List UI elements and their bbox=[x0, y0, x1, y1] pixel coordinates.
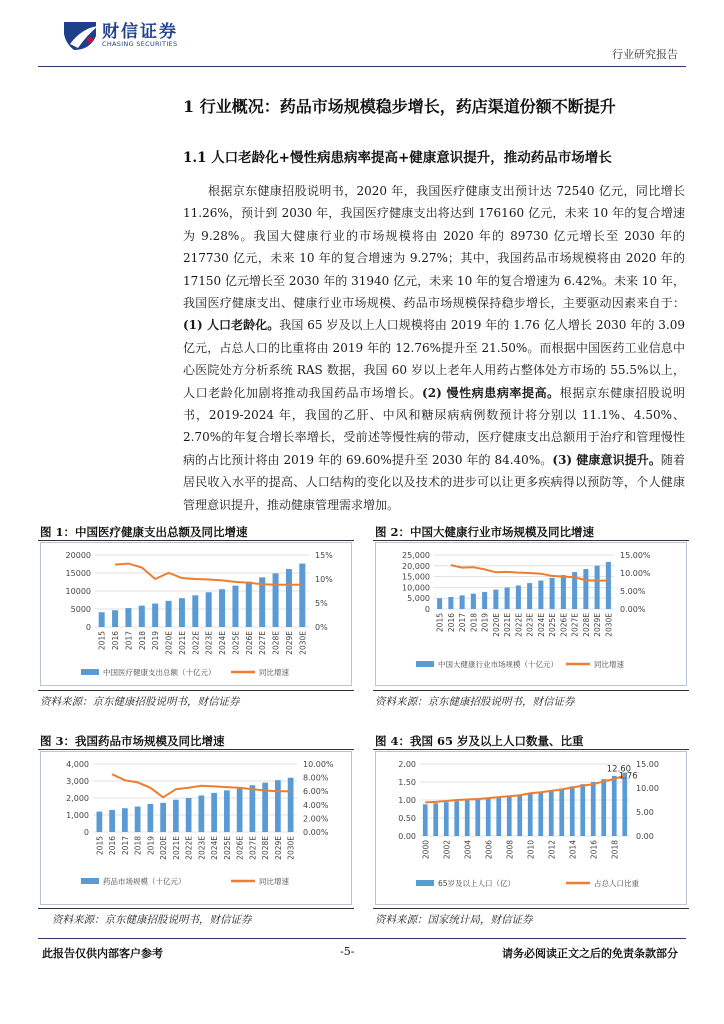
y-left-tick-label: 20,000 bbox=[402, 561, 430, 571]
x-tick-label: 2029E bbox=[593, 613, 603, 637]
y-left-tick-label: 10,000 bbox=[402, 583, 430, 593]
x-tick-label: 2027E bbox=[258, 631, 268, 655]
bar bbox=[437, 598, 442, 609]
bar bbox=[448, 597, 453, 609]
driver-awareness: (3) 健康意识提升。 bbox=[552, 452, 661, 467]
y-right-tick-label: 2.00% bbox=[303, 814, 329, 824]
figure-4-source-rule bbox=[373, 908, 689, 909]
legend-label-line: 占总人口比重 bbox=[594, 879, 639, 888]
y-right-tick-label: 0.00 bbox=[636, 832, 654, 841]
y-right-tick-label: 8.00% bbox=[303, 773, 329, 783]
x-tick-label: 2016 bbox=[111, 631, 121, 651]
x-tick-label: 2004 bbox=[463, 840, 473, 860]
bar bbox=[433, 803, 438, 836]
x-tick-label: 2019 bbox=[151, 631, 161, 651]
bar bbox=[538, 792, 543, 836]
bar bbox=[482, 592, 487, 609]
bar bbox=[493, 590, 498, 609]
figure-4-title: 图 4：我国 65 岁及以上人口数量、比重 bbox=[375, 734, 584, 748]
header-divider bbox=[38, 66, 686, 67]
x-tick-label: 2000 bbox=[421, 840, 431, 860]
bar bbox=[471, 594, 476, 609]
y-left-tick-label: 4,000 bbox=[66, 760, 89, 769]
bar bbox=[122, 808, 128, 832]
bar bbox=[550, 578, 555, 609]
figure-2-title: 图 2：中国大健康行业市场规模及同比增速 bbox=[375, 525, 595, 539]
bar bbox=[517, 795, 522, 836]
y-left-tick-label: 10000 bbox=[65, 587, 91, 596]
bar bbox=[460, 595, 465, 609]
bar bbox=[580, 784, 585, 836]
bar bbox=[591, 782, 596, 836]
y-right-tick-label: 4.00% bbox=[303, 800, 329, 810]
y-left-tick-label: 3,000 bbox=[66, 777, 89, 786]
x-tick-label: 2026E bbox=[559, 613, 569, 637]
x-tick-label: 2029E bbox=[273, 836, 283, 860]
bar bbox=[186, 798, 192, 832]
legend-label-bar: 中国大健康行业市场规模（十亿元） bbox=[438, 660, 558, 669]
driver-aging: (1) 人口老龄化。 bbox=[183, 318, 280, 333]
figure-2-rule bbox=[373, 540, 689, 541]
report-type: 行业研究报告 bbox=[612, 48, 678, 61]
x-tick-label: 2016 bbox=[589, 840, 599, 860]
x-tick-label: 2017 bbox=[124, 631, 134, 651]
y-right-tick-label: 15.00 bbox=[636, 760, 659, 769]
y-right-tick-label: 15% bbox=[315, 551, 333, 560]
x-tick-label: 2030E bbox=[286, 836, 296, 860]
y-left-tick-label: 1.50 bbox=[398, 778, 416, 787]
legend-swatch-bar bbox=[416, 880, 434, 886]
bar bbox=[109, 810, 115, 832]
figure-1-chart bbox=[40, 542, 352, 686]
bar bbox=[516, 585, 521, 609]
x-tick-label: 2027E bbox=[248, 836, 258, 860]
bar bbox=[583, 569, 588, 609]
x-tick-label: 2025E bbox=[222, 836, 232, 860]
footer-disclaimer: 此报告仅供内部客户参考 bbox=[42, 947, 163, 960]
bar bbox=[528, 793, 533, 836]
x-tick-label: 2022E bbox=[514, 613, 524, 637]
chart-3-svg bbox=[41, 752, 351, 904]
x-tick-label: 2008 bbox=[505, 840, 515, 860]
page-number: -5- bbox=[340, 945, 355, 958]
para-text-4: 随着居民收入水平的提高、人口结构的变化以及技术的进步可以让更多疾病得以预防等，个人健康管理意识提升，推动健康管理需求增加。 bbox=[183, 452, 686, 512]
x-tick-label: 2025E bbox=[231, 631, 241, 655]
y-right-tick-label: 5.00% bbox=[620, 587, 646, 596]
figure-1-source: 资料来源：京东健康招股说明书，财信证券 bbox=[40, 696, 240, 708]
figure-2-source-rule bbox=[373, 690, 689, 691]
chart-2-svg bbox=[376, 543, 686, 685]
body-paragraph bbox=[183, 180, 685, 516]
bar bbox=[538, 580, 543, 609]
x-tick-label: 2021E bbox=[177, 631, 187, 655]
legend-swatch-bar bbox=[416, 661, 434, 667]
y-left-tick-label: 15000 bbox=[65, 569, 91, 578]
bar bbox=[561, 575, 566, 609]
bar bbox=[148, 804, 154, 832]
x-tick-label: 2025E bbox=[548, 613, 558, 637]
bar bbox=[135, 807, 141, 833]
x-tick-label: 2024E bbox=[536, 613, 546, 637]
y-left-tick-label: 0 bbox=[83, 828, 89, 837]
x-tick-label: 2026E bbox=[235, 836, 245, 860]
y-left-tick-label: 25,000 bbox=[402, 551, 430, 560]
y-left-tick-label: 5,000 bbox=[407, 594, 430, 604]
subsection-heading: 1.1 人口老龄化+慢性病患病率提高+健康意识提升，推动药品市场增长 bbox=[183, 150, 612, 166]
footer-divider bbox=[38, 938, 686, 939]
bar bbox=[559, 788, 564, 836]
bar bbox=[273, 573, 279, 627]
driver-chronic: (2) 慢性病患病率提高。 bbox=[422, 385, 560, 400]
x-tick-label: 2030E bbox=[604, 613, 614, 637]
x-tick-label: 2016 bbox=[446, 613, 456, 633]
y-right-tick-label: 0.00% bbox=[303, 828, 329, 837]
bar bbox=[606, 562, 611, 609]
bar bbox=[219, 589, 225, 627]
bar bbox=[527, 583, 532, 609]
bar bbox=[275, 780, 281, 832]
bar bbox=[612, 776, 617, 836]
bar bbox=[486, 799, 491, 836]
chart-1-svg bbox=[41, 543, 351, 685]
x-tick-label: 2018 bbox=[133, 836, 143, 856]
x-tick-label: 2023E bbox=[525, 613, 535, 637]
bar bbox=[595, 566, 600, 609]
x-tick-label: 2021E bbox=[503, 613, 513, 637]
bar bbox=[160, 803, 166, 832]
bar bbox=[570, 786, 575, 836]
y-right-tick-label: 10.00% bbox=[303, 760, 334, 769]
y-left-tick-label: 5000 bbox=[70, 605, 91, 614]
bar bbox=[454, 801, 459, 836]
y-right-tick-label: 10.00 bbox=[636, 784, 659, 793]
x-tick-label: 2020E bbox=[159, 836, 169, 860]
legend-swatch-bar bbox=[81, 669, 99, 675]
bar bbox=[166, 601, 172, 627]
bar bbox=[152, 604, 158, 627]
brand-name: 财信证券 bbox=[102, 22, 178, 42]
para-text-1: 根据京东健康招股说明书，2020 年，我国医疗健康支出预计达 72540 亿元，同比增长 11.26%，预计到 2030 年，我国医疗健康支出将达到 176160 亿元，未来 10 年的复合增速为 9.28%。我国大健康行业的市场规模将由 2020 年的 89730 亿元增长至 2030 年的 217730 亿元，未来 10 年的复合增速为 9.27%；其中，我国药品市场规模将由 2020 年的 17150 亿元增长至 2030 年的 31940 亿元，未来 10 年的复合增速为 6.42%。未来 10 年，我国医疗健康支出、健康行业市场规模、药品市场规模保持稳步增长，主要驱动因素来自于： bbox=[183, 184, 685, 311]
y-left-tick-label: 0.50 bbox=[398, 814, 416, 823]
bar bbox=[465, 800, 470, 836]
x-tick-label: 2022E bbox=[191, 631, 201, 655]
x-tick-label: 2017 bbox=[458, 613, 468, 633]
figure-2-source: 资料来源：京东健康招股说明书，财信证券 bbox=[375, 696, 575, 708]
x-tick-label: 2002 bbox=[442, 840, 452, 860]
x-tick-label: 2015 bbox=[97, 631, 107, 651]
figure-4-rule bbox=[373, 749, 689, 750]
figure-2-chart bbox=[375, 542, 687, 686]
x-tick-label: 2019 bbox=[146, 836, 156, 856]
figure-4-chart bbox=[375, 751, 687, 905]
bar bbox=[496, 798, 501, 836]
figure-1-source-rule bbox=[38, 690, 354, 691]
figure-3-source: 资料来源：京东健康招股说明书，财信证券 bbox=[52, 914, 252, 926]
x-tick-label: 2012 bbox=[547, 840, 557, 860]
chart-4-svg bbox=[376, 752, 686, 904]
y-left-tick-label: 20000 bbox=[65, 551, 91, 560]
x-tick-label: 2026E bbox=[244, 631, 254, 655]
y-right-tick-label: 10% bbox=[315, 575, 333, 584]
y-left-tick-label: 1,000 bbox=[66, 811, 89, 820]
bar bbox=[179, 598, 185, 627]
figure-3-chart bbox=[40, 751, 352, 905]
footer-notice: 请务必阅读正文之后的免责条款部分 bbox=[502, 947, 678, 960]
x-tick-label: 2022E bbox=[184, 836, 194, 860]
legend-swatch-bar bbox=[81, 878, 99, 884]
section-heading: 1 行业概况：药品市场规模稳步增长，药店渠道份额不断提升 bbox=[183, 97, 616, 116]
bar bbox=[507, 796, 512, 836]
y-left-tick-label: 0 bbox=[85, 623, 91, 632]
bar bbox=[139, 606, 145, 627]
para-text-2: 我国 65 岁及以上人口规模将由 2019 年的 1.76 亿人增长 2030 年的 3.09 亿元，占总人口的比重将由 2019 年的 12.76%提升至 21.50%。而根据中国医药工业信息中心医院处方分析系统 RAS 数据，我国 60 岁以上老年人用药占整体处方市场的 55.5%以上，人口老龄化加剧将推动我国药品市场增长。 bbox=[183, 318, 685, 400]
y-left-tick-label: 0 bbox=[424, 605, 430, 614]
bar bbox=[505, 588, 510, 609]
x-tick-label: 2018 bbox=[469, 613, 479, 633]
figure-3-title: 图 3：我国药品市场规模及同比增速 bbox=[40, 734, 225, 748]
bar bbox=[99, 612, 105, 627]
bar bbox=[423, 804, 428, 836]
x-tick-label: 2030E bbox=[298, 631, 308, 655]
legend-label-line: 同比增速 bbox=[259, 668, 289, 677]
x-tick-label: 2024E bbox=[218, 631, 228, 655]
x-tick-label: 2016 bbox=[108, 836, 118, 856]
x-tick-label: 2021E bbox=[171, 836, 181, 860]
x-tick-label: 2018 bbox=[137, 631, 147, 651]
figure-1-rule bbox=[38, 540, 354, 541]
brand-name-en: CHASING SECURITIES bbox=[102, 40, 178, 48]
bar bbox=[224, 790, 230, 832]
y-right-tick-label: 10.00% bbox=[620, 569, 651, 578]
data-label: 1.76 bbox=[618, 771, 638, 782]
bar bbox=[250, 785, 256, 832]
legend-label-bar: 65岁及以上人口（亿） bbox=[438, 879, 516, 888]
bar bbox=[601, 779, 606, 836]
bar bbox=[622, 773, 627, 836]
x-tick-label: 2018 bbox=[610, 840, 620, 860]
y-right-tick-label: 0.00% bbox=[620, 605, 646, 614]
x-tick-label: 2010 bbox=[526, 840, 536, 860]
bar bbox=[112, 610, 118, 627]
figure-3-rule bbox=[38, 749, 354, 750]
bar bbox=[549, 790, 554, 836]
bar bbox=[125, 608, 131, 627]
x-tick-label: 2020E bbox=[491, 613, 501, 637]
bar bbox=[173, 800, 179, 832]
bar bbox=[286, 569, 292, 627]
x-tick-label: 2027E bbox=[570, 613, 580, 637]
bar bbox=[475, 800, 480, 836]
x-tick-label: 2006 bbox=[484, 840, 494, 860]
bar bbox=[237, 788, 243, 832]
x-tick-label: 2015 bbox=[435, 613, 445, 633]
x-tick-label: 2023E bbox=[204, 631, 214, 655]
x-tick-label: 2015 bbox=[95, 836, 105, 856]
y-right-tick-label: 0% bbox=[315, 623, 328, 632]
figure-4-source: 资料来源：国家统计局，财信证券 bbox=[375, 914, 533, 926]
bar bbox=[199, 795, 205, 832]
y-left-tick-label: 2.00 bbox=[398, 760, 416, 769]
legend-label-bar: 中国医疗健康支出总额（十亿元） bbox=[103, 668, 216, 677]
logo-icon bbox=[60, 14, 100, 54]
figure-1-title: 图 1：中国医疗健康支出总额及同比增速 bbox=[40, 525, 248, 539]
bar bbox=[288, 778, 294, 832]
bar bbox=[299, 564, 305, 627]
x-tick-label: 2024E bbox=[210, 836, 220, 860]
x-tick-label: 2023E bbox=[197, 836, 207, 860]
bar bbox=[192, 595, 198, 627]
figure-3-source-rule bbox=[38, 908, 354, 909]
x-tick-label: 2028E bbox=[581, 613, 591, 637]
bar bbox=[246, 582, 252, 627]
bar bbox=[232, 586, 238, 627]
para-text-3: 根据京东健康招股说明书，2019-2024 年，我国的乙肝、中风和糖尿病病例数预计将分别以 11.1%、4.50%、2.70%的年复合增长率增长，受前述等慢性病的带动，医疗健康支出总额用于治疗和管理慢性病的占比预计将由 2019 年的 69.60%提升至 2030 年的 84.40%。 bbox=[183, 385, 685, 467]
y-right-tick-label: 6.00% bbox=[303, 787, 329, 797]
bar bbox=[444, 802, 449, 836]
y-right-tick-label: 5.00 bbox=[636, 808, 654, 817]
x-tick-label: 2028E bbox=[261, 836, 271, 860]
bar bbox=[211, 793, 217, 832]
x-tick-label: 2019 bbox=[480, 613, 490, 633]
x-tick-label: 2020E bbox=[164, 631, 174, 655]
x-tick-label: 2017 bbox=[120, 836, 130, 856]
y-left-tick-label: 15,000 bbox=[402, 572, 430, 582]
y-left-tick-label: 1.00 bbox=[398, 796, 416, 805]
legend-label-line: 同比增速 bbox=[259, 877, 289, 886]
bar bbox=[206, 592, 212, 627]
data-label: 12.60 bbox=[606, 764, 632, 775]
y-left-tick-label: 0.00 bbox=[398, 832, 416, 841]
x-tick-label: 2029E bbox=[284, 631, 294, 655]
x-tick-label: 2028E bbox=[271, 631, 281, 655]
x-tick-label: 2014 bbox=[568, 840, 578, 860]
y-right-tick-label: 5% bbox=[315, 599, 328, 608]
legend-label-line: 同比增速 bbox=[594, 660, 624, 669]
bar bbox=[97, 812, 103, 832]
company-logo bbox=[60, 14, 190, 58]
y-right-tick-label: 15.00% bbox=[620, 551, 651, 560]
y-left-tick-label: 2,000 bbox=[66, 794, 89, 803]
legend-label-bar: 药品市场规模（十亿元） bbox=[103, 877, 186, 886]
